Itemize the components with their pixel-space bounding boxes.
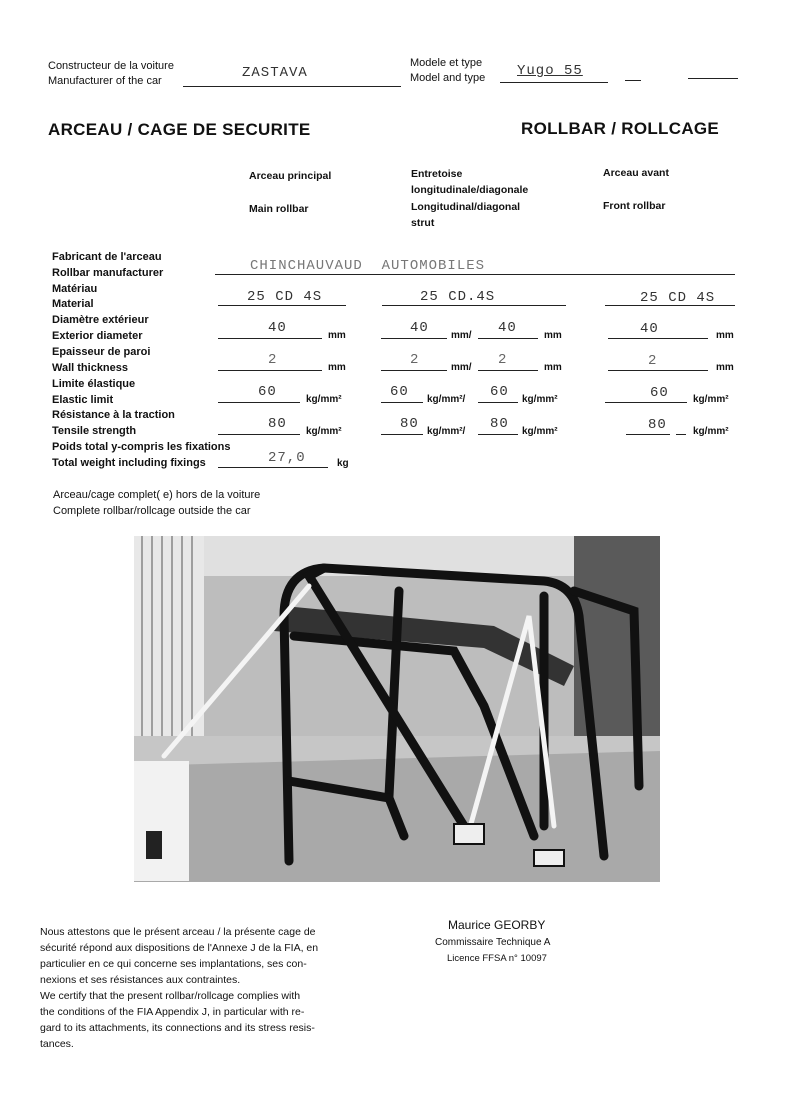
title-right: ROLLBAR / ROLLCAGE <box>521 119 720 138</box>
weight-unit: kg <box>337 458 349 469</box>
row-material-en: Material <box>52 298 94 310</box>
manufacturer-line <box>183 86 401 87</box>
wall-front-unit: mm <box>716 362 734 373</box>
tensile-strut-2: 80 <box>490 416 509 432</box>
diam-main-unit: mm <box>328 330 346 341</box>
tensile-main-line <box>218 434 300 435</box>
manufacturer-label-fr: Constructeur de la voiture <box>48 60 174 72</box>
tensile-strut-1: 80 <box>400 416 419 432</box>
row-elastic-en: Elastic limit <box>52 394 114 406</box>
material-strut: 25 CD.4S <box>420 289 496 305</box>
tensile-strut2-line <box>478 434 518 435</box>
model-value: Yugo 55 <box>517 63 583 79</box>
wall-strut1-line <box>381 370 447 371</box>
row-maker-fr: Fabricant de l'arceau <box>52 251 162 263</box>
cert-fr-2: sécurité répond aux dispositions de l'Annexe J de la FIA, en <box>40 942 319 954</box>
col-main-en: Main rollbar <box>249 203 309 215</box>
row-diam-en: Exterior diameter <box>52 330 143 342</box>
wall-main: 2 <box>268 352 278 368</box>
signer-title: Commissaire Technique A <box>435 937 551 948</box>
tensile-front-unit: kg/mm² <box>693 426 729 437</box>
diam-main-line <box>218 338 322 339</box>
row-maker-en: Rollbar manufacturer <box>52 267 164 279</box>
row-elastic-fr: Limite élastique <box>52 378 136 390</box>
material-strut-line <box>382 305 566 306</box>
row-tensile-fr: Résistance à la traction <box>52 409 175 421</box>
diam-strut1-unit: mm/ <box>451 330 472 341</box>
col-main-fr: Arceau principal <box>249 170 332 182</box>
col-strut-en-1: Longitudinal/diagonal <box>411 201 521 213</box>
col-strut-fr-1: Entretoise <box>411 168 463 180</box>
photo-caption-en: Complete rollbar/rollcage outside the car <box>53 505 251 517</box>
wall-strut-1: 2 <box>410 352 420 368</box>
diam-strut1-line <box>381 338 447 339</box>
tensile-main: 80 <box>268 416 287 432</box>
row-weight-fr: Poids total y-compris les fixations <box>52 441 231 453</box>
elastic-front-line <box>605 402 687 403</box>
elastic-main: 60 <box>258 384 277 400</box>
tensile-main-unit: kg/mm² <box>306 426 342 437</box>
row-material-fr: Matériau <box>52 283 98 295</box>
tensile-front-line <box>626 434 670 435</box>
diam-front-unit: mm <box>716 330 734 341</box>
diam-front: 40 <box>640 321 659 337</box>
diam-strut2-line <box>478 338 538 339</box>
row-weight-en: Total weight including fixings <box>52 457 206 469</box>
tensile-strut1-line <box>381 434 423 435</box>
wall-strut2-line <box>478 370 538 371</box>
material-front: 25 CD 4S <box>640 290 716 306</box>
elastic-front: 60 <box>650 385 669 401</box>
row-diam-fr: Diamètre extérieur <box>52 314 149 326</box>
diam-front-line <box>608 338 708 339</box>
model-line <box>500 82 608 83</box>
tensile-front-line-2 <box>676 434 686 435</box>
signer-licence: Licence FFSA n° 10097 <box>447 953 547 964</box>
diam-strut-1: 40 <box>410 320 429 336</box>
manufacturer-label-en: Manufacturer of the car <box>48 75 162 87</box>
maker-value: CHINCHAUVAUD AUTOMOBILES <box>250 258 486 274</box>
cert-en-2: the conditions of the FIA Appendix J, in particular with re- <box>40 1006 305 1018</box>
signer-name: Maurice GEORBY <box>448 918 546 932</box>
diam-strut2-unit: mm <box>544 330 562 341</box>
wall-strut1-unit: mm/ <box>451 362 472 373</box>
material-main: 25 CD 4S <box>247 289 323 305</box>
wall-strut2-unit: mm <box>544 362 562 373</box>
col-strut-en-2: strut <box>411 217 435 229</box>
weight-line <box>218 467 328 468</box>
model-label-fr: Modele et type <box>410 57 483 69</box>
cert-en-1: We certify that the present rollbar/rollcage complies with <box>40 990 301 1002</box>
elastic-strut-2: 60 <box>490 384 509 400</box>
wall-front-line <box>608 370 708 371</box>
model-label-en: Model and type <box>410 72 486 84</box>
elastic-strut2-unit: kg/mm² <box>522 394 558 405</box>
diam-main: 40 <box>268 320 287 336</box>
wall-main-unit: mm <box>328 362 346 373</box>
row-wall-fr: Epaisseur de paroi <box>52 346 151 358</box>
elastic-main-line <box>218 402 300 403</box>
wall-front: 2 <box>648 353 658 369</box>
wall-strut-2: 2 <box>498 352 508 368</box>
diam-strut-2: 40 <box>498 320 517 336</box>
model-line-3 <box>688 78 738 79</box>
maker-line <box>215 274 735 275</box>
cert-fr-1: Nous attestons que le présent arceau / la présente cage de <box>40 926 316 938</box>
cert-en-4: tances. <box>40 1038 74 1050</box>
weight-value: 27,0 <box>268 450 306 466</box>
row-wall-en: Wall thickness <box>52 362 129 374</box>
col-front-fr: Arceau avant <box>603 167 669 179</box>
cert-en-3: gard to its attachments, its connections and its stress resis- <box>40 1022 315 1034</box>
elastic-strut1-unit: kg/mm²/ <box>427 394 466 405</box>
row-tensile-en: Tensile strength <box>52 425 137 437</box>
cert-fr-3: particulier en ce qui concerne ses implantations, ses con- <box>40 958 307 970</box>
cert-fr-4: nexions et ses résistances aux contraintes. <box>40 974 241 986</box>
model-line-2 <box>625 80 641 81</box>
material-main-line <box>218 305 346 306</box>
elastic-strut-1: 60 <box>390 384 409 400</box>
tensile-strut1-unit: kg/mm²/ <box>427 426 466 437</box>
elastic-front-unit: kg/mm² <box>693 394 729 405</box>
tensile-strut2-unit: kg/mm² <box>522 426 558 437</box>
elastic-main-unit: kg/mm² <box>306 394 342 405</box>
manufacturer-value: ZASTAVA <box>242 65 308 81</box>
title-left: ARCEAU / CAGE DE SECURITE <box>48 120 311 139</box>
wall-main-line <box>218 370 322 371</box>
photo-caption-fr: Arceau/cage complet( e) hors de la voiture <box>53 489 261 501</box>
col-strut-fr-2: longitudinale/diagonale <box>411 184 529 196</box>
elastic-strut2-line <box>478 402 518 403</box>
tensile-front: 80 <box>648 417 667 433</box>
col-front-en: Front rollbar <box>603 200 666 212</box>
elastic-strut1-line <box>381 402 423 403</box>
rollcage-photo <box>134 536 660 882</box>
